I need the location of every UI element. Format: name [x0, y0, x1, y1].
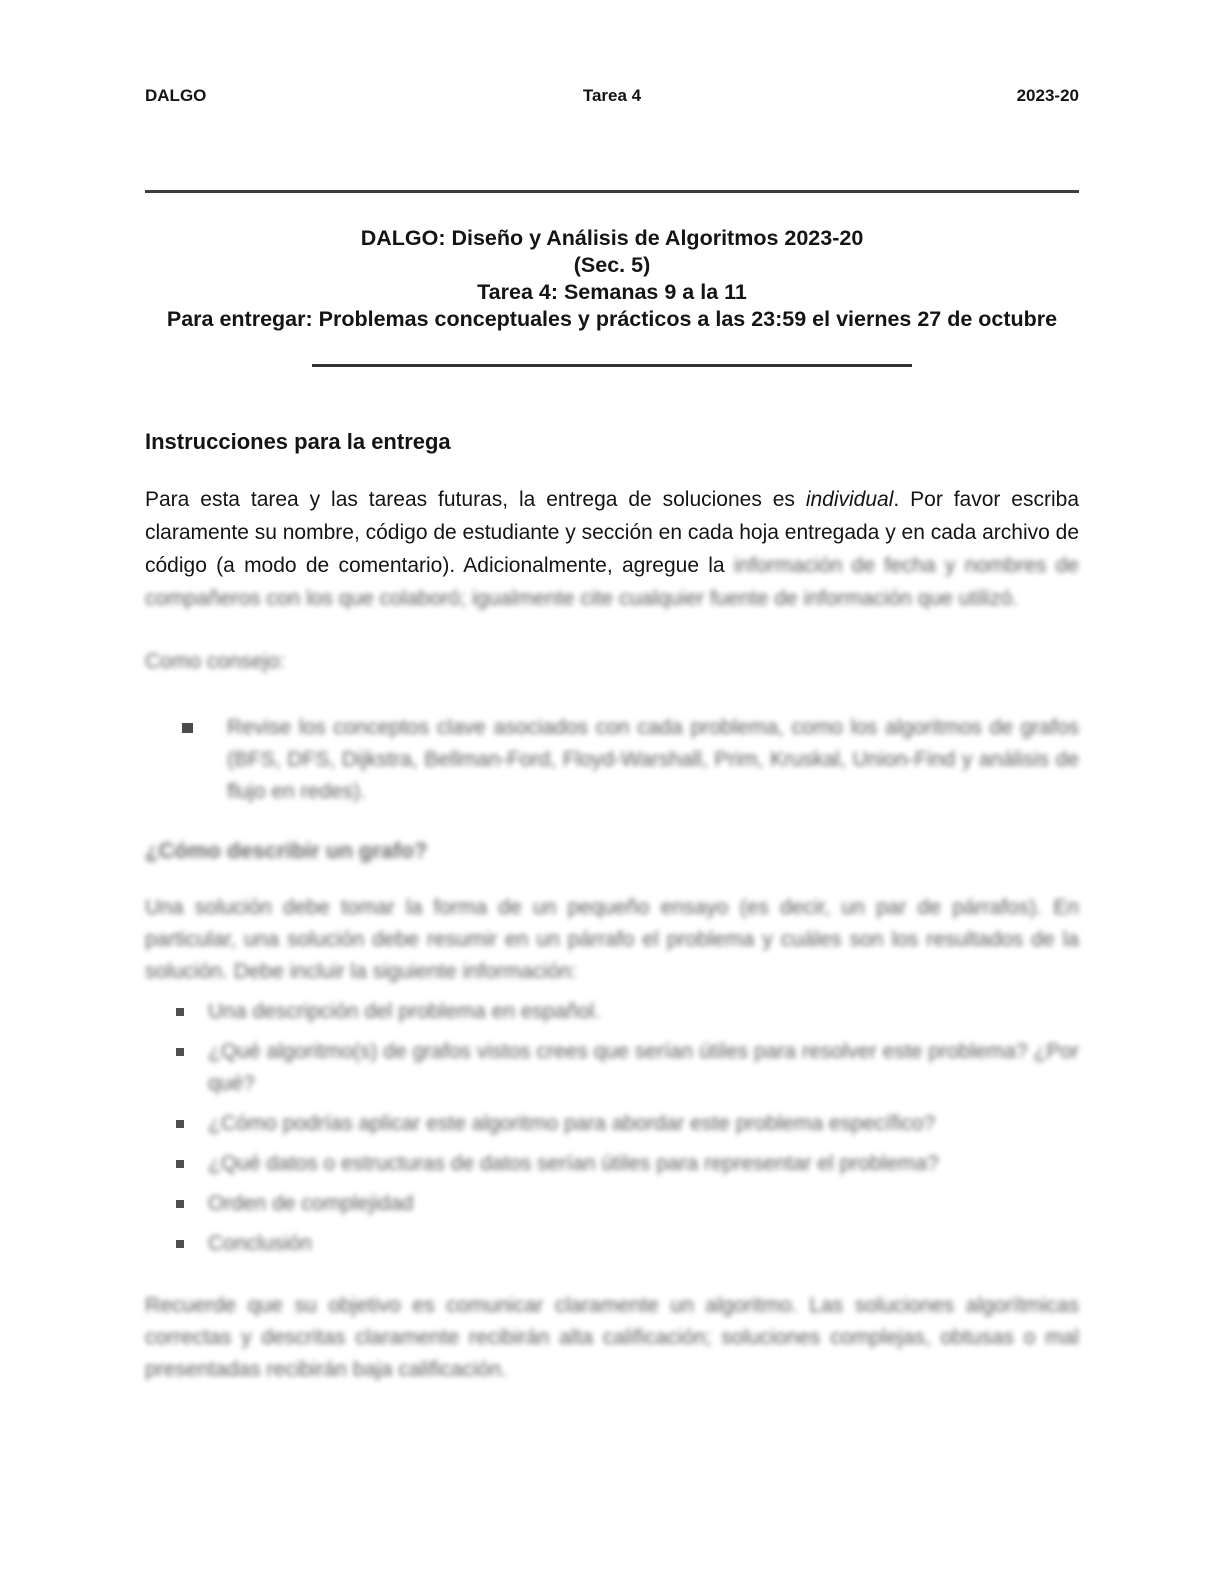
horizontal-rule-title-bottom	[312, 364, 912, 367]
intro-italic-individual: individual	[805, 488, 894, 511]
graph-paragraph-redacted: Una solución debe tomar la forma de un pequeño ensayo (es decir, un par de párrafos). En particular, una solución debe resumir en un párrafo el problema y cuáles son los resultados de la solución. Debe incluir la siguiente información:	[145, 896, 1079, 983]
graph-item-redacted: ¿Qué datos o estructuras de datos serían útiles para representar el problema?	[208, 1152, 939, 1175]
title-line-section: (Sec. 5)	[573, 253, 651, 277]
graph-heading-redacted: ¿Cómo describir un grafo?	[145, 838, 428, 863]
title-line-weeks: Tarea 4: Semanas 9 a la 11	[477, 280, 747, 304]
graph-item-redacted: Una descripción del problema en español.	[208, 1000, 601, 1023]
advice-list	[145, 712, 1079, 808]
square-bullet-icon	[182, 723, 193, 733]
list-item	[145, 996, 1079, 1028]
square-bullet-icon	[176, 1200, 184, 1208]
advice-label-redacted: Como consejo:	[145, 650, 286, 673]
list-item	[145, 1228, 1079, 1260]
square-bullet-icon	[176, 1160, 184, 1168]
square-bullet-icon	[176, 1240, 184, 1248]
square-bullet-icon	[176, 1048, 184, 1056]
horizontal-rule-top	[145, 190, 1079, 193]
list-item	[145, 1148, 1079, 1180]
list-item	[145, 1036, 1079, 1100]
graph-item-redacted: Orden de complejidad	[208, 1192, 414, 1215]
list-item	[145, 712, 1079, 808]
advice-item-redacted: Revise los conceptos clave asociados con cada problema, como los algoritmos de grafos (BFS, DFS, Dijkstra, Bellman-Ford, Floyd-Warshall, Prim, Kruskal, Union-Find y análisis de flujo en redes).	[227, 716, 1079, 803]
graph-item-redacted: Conclusión	[208, 1232, 312, 1255]
header-term: 2023-20	[1016, 86, 1079, 105]
square-bullet-icon	[176, 1008, 184, 1016]
title-line-due: Para entregar: Problemas conceptuales y prácticos a las 23:59 el viernes 27 de octubre	[166, 307, 1058, 331]
advice-label	[145, 645, 1079, 678]
graph-item-redacted: ¿Qué algoritmo(s) de grafos vistos crees que serían útiles para resolver este problema? ¿Por qué?	[208, 1040, 1079, 1095]
section-heading-instructions: Instrucciones para la entrega	[145, 429, 451, 454]
list-item	[145, 1108, 1079, 1140]
intro-text-part1: Para esta tarea y las tareas futuras, la entrega de soluciones es	[145, 488, 806, 511]
graph-item-redacted: ¿Cómo podrías aplicar este algoritmo para abordar este problema específico?	[208, 1112, 936, 1135]
header-assignment: Tarea 4	[582, 86, 642, 105]
graph-paragraph	[145, 892, 1079, 988]
square-bullet-icon	[176, 1120, 184, 1128]
graph-requirements-list	[145, 996, 1079, 1260]
intro-paragraph	[145, 483, 1079, 615]
intro-text-redacted: información de fecha y nombres de compañeros con los que colaboró; igualmente cite cualquier fuente de información que utilizó.	[145, 554, 1079, 610]
list-item	[145, 1188, 1079, 1220]
page-header	[145, 86, 1079, 106]
closing-paragraph-redacted: Recuerde que su objetivo es comunicar claramente un algoritmo. Las soluciones algorítmicas correctas y descritas claramente recibirán alta calificación; soluciones complejas, obtusas o mal presentadas recibirán baja calificación.	[145, 1294, 1079, 1381]
intro-text-part2: . Por favor escriba claramente su nombre, código de estudiante y sección en cada hoja entregada y en cada archivo de código (a modo de comentario). Adicionalmente, agregue la	[145, 488, 1079, 577]
title-block	[145, 225, 1079, 333]
title-line-course: DALGO: Diseño y Análisis de Algoritmos 2023-20	[360, 226, 864, 250]
header-course-code: DALGO	[145, 86, 207, 105]
closing-paragraph	[145, 1290, 1079, 1386]
section-heading-graph	[145, 838, 1079, 864]
